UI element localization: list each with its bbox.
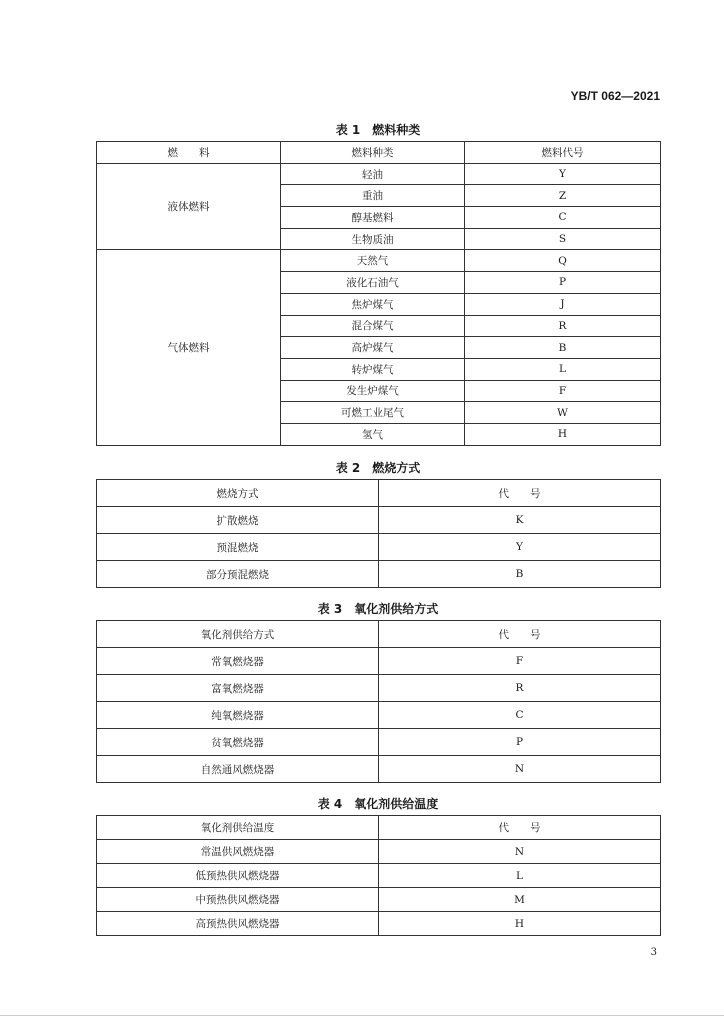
column-header-fuel: 燃 料 xyxy=(97,142,281,164)
table-row xyxy=(97,561,661,588)
code-cell: F xyxy=(379,648,661,675)
fuel-type-cell: 发生炉煤气 xyxy=(281,380,465,402)
supply-temperature-cell: 常温供风燃烧器 xyxy=(97,840,379,864)
table-row xyxy=(97,702,661,729)
fuel-type-table xyxy=(96,141,661,446)
table-row xyxy=(97,912,661,936)
supply-method-cell: 纯氧燃烧器 xyxy=(97,702,379,729)
column-header-method: 燃烧方式 xyxy=(97,480,379,507)
supply-method-cell: 贫氧燃烧器 xyxy=(97,729,379,756)
fuel-code-cell: Y xyxy=(465,163,661,185)
fuel-type-cell: 生物质油 xyxy=(281,228,465,250)
column-header-fuel-code: 燃料代号 xyxy=(465,142,661,164)
code-cell: B xyxy=(379,561,661,588)
fuel-type-cell: 轻油 xyxy=(281,163,465,185)
table-row xyxy=(97,756,661,783)
column-header-fuel-type: 燃料种类 xyxy=(281,142,465,164)
fuel-type-cell: 焦炉煤气 xyxy=(281,293,465,315)
table3-title: 表 3 氧化剂供给方式 xyxy=(317,602,439,616)
code-cell: C xyxy=(379,702,661,729)
fuel-code-cell: L xyxy=(465,358,661,380)
fuel-type-cell: 重油 xyxy=(281,185,465,207)
fuel-code-cell: F xyxy=(465,380,661,402)
supply-method-cell: 富氧燃烧器 xyxy=(97,675,379,702)
supply-temperature-cell: 低预热供风燃烧器 xyxy=(97,864,379,888)
table-row xyxy=(97,675,661,702)
bottom-divider xyxy=(0,1015,724,1016)
table2-title: 表 2 燃烧方式 xyxy=(335,461,421,475)
fuel-code-cell: B xyxy=(465,337,661,359)
fuel-code-cell: Z xyxy=(465,185,661,207)
code-cell: K xyxy=(379,507,661,534)
column-header-code: 代 号 xyxy=(379,621,661,648)
code-cell: Y xyxy=(379,534,661,561)
code-cell: R xyxy=(379,675,661,702)
table-row xyxy=(97,534,661,561)
fuel-type-cell: 高炉煤气 xyxy=(281,337,465,359)
combustion-method-table xyxy=(96,479,661,588)
table-row xyxy=(97,888,661,912)
page-number: 3 xyxy=(650,947,657,958)
code-cell: P xyxy=(379,729,661,756)
code-cell: M xyxy=(379,888,661,912)
table-header-row xyxy=(97,816,661,840)
table-row xyxy=(97,864,661,888)
code-cell: N xyxy=(379,840,661,864)
table-row xyxy=(97,163,661,185)
fuel-code-cell: J xyxy=(465,293,661,315)
code-cell: H xyxy=(379,912,661,936)
fuel-type-cell: 可燃工业尾气 xyxy=(281,402,465,424)
fuel-code-cell: S xyxy=(465,228,661,250)
fuel-code-cell: W xyxy=(465,402,661,424)
table4-title: 表 4 氧化剂供给温度 xyxy=(317,797,439,811)
column-header-code: 代 号 xyxy=(379,816,661,840)
method-cell: 扩散燃烧 xyxy=(97,507,379,534)
fuel-code-cell: H xyxy=(465,423,661,445)
table1-title: 表 1 燃料种类 xyxy=(335,123,421,137)
code-cell: N xyxy=(379,756,661,783)
table-header-row xyxy=(97,621,661,648)
oxidizer-supply-method-table xyxy=(96,620,661,783)
method-cell: 部分预混燃烧 xyxy=(97,561,379,588)
document-code: YB/T 062—2021 xyxy=(570,89,660,103)
column-header-supply-temperature: 氧化剂供给温度 xyxy=(97,816,379,840)
table-header-row xyxy=(97,480,661,507)
fuel-code-cell: Q xyxy=(465,250,661,272)
oxidizer-supply-temperature-table xyxy=(96,815,661,936)
table-row xyxy=(97,648,661,675)
fuel-code-cell: R xyxy=(465,315,661,337)
fuel-type-cell: 氢气 xyxy=(281,423,465,445)
column-header-supply-method: 氧化剂供给方式 xyxy=(97,621,379,648)
supply-method-cell: 自然通风燃烧器 xyxy=(97,756,379,783)
table-row xyxy=(97,250,661,272)
fuel-type-cell: 醇基燃料 xyxy=(281,207,465,229)
column-header-code: 代 号 xyxy=(379,480,661,507)
fuel-type-cell: 混合煤气 xyxy=(281,315,465,337)
fuel-code-cell: C xyxy=(465,207,661,229)
fuel-type-cell: 天然气 xyxy=(281,250,465,272)
table-header-row xyxy=(97,142,661,164)
supply-temperature-cell: 高预热供风燃烧器 xyxy=(97,912,379,936)
fuel-type-cell: 液化石油气 xyxy=(281,272,465,294)
group-cell-gas-fuel: 气体燃料 xyxy=(97,250,281,445)
code-cell: L xyxy=(379,864,661,888)
method-cell: 预混燃烧 xyxy=(97,534,379,561)
supply-method-cell: 常氧燃烧器 xyxy=(97,648,379,675)
fuel-type-cell: 转炉煤气 xyxy=(281,358,465,380)
supply-temperature-cell: 中预热供风燃烧器 xyxy=(97,888,379,912)
table-row xyxy=(97,840,661,864)
table-row xyxy=(97,507,661,534)
table-row xyxy=(97,729,661,756)
fuel-code-cell: P xyxy=(465,272,661,294)
group-cell-liquid-fuel: 液体燃料 xyxy=(97,163,281,250)
